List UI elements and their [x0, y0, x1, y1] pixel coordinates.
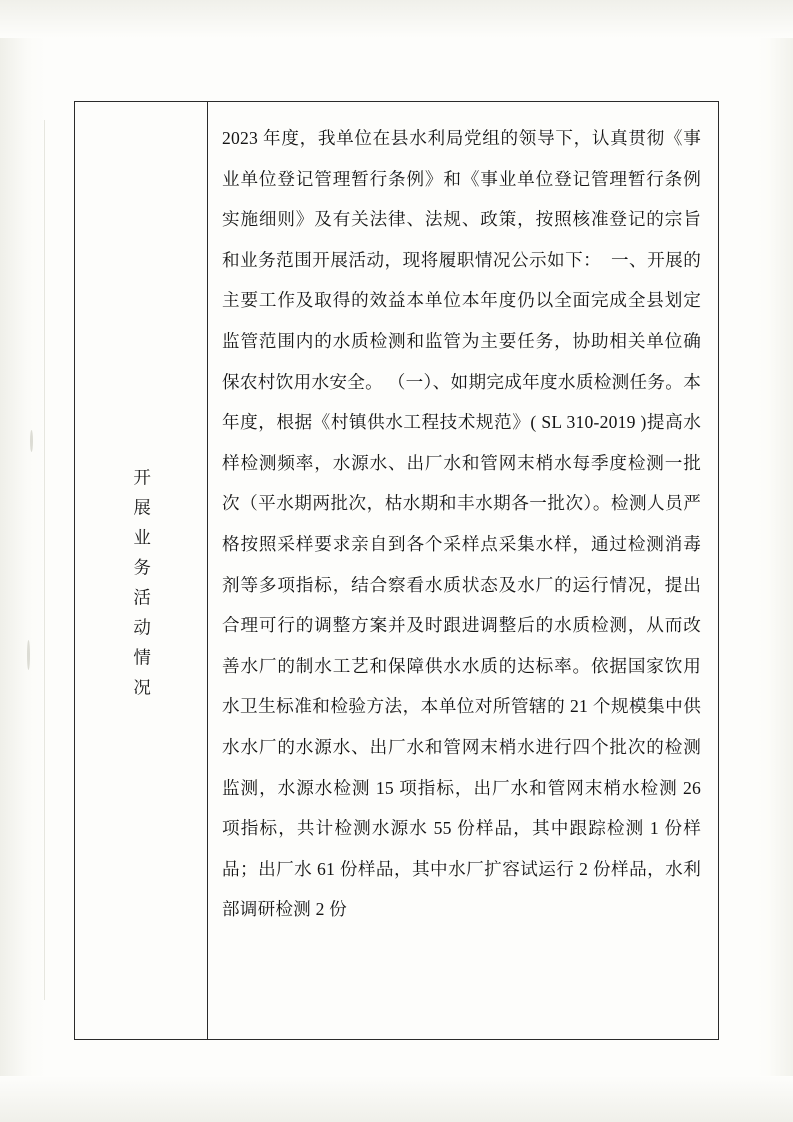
table-content-cell — [208, 102, 718, 1039]
scan-speck — [30, 430, 33, 452]
activity-body-text: 2023 年度，我单位在县水利局党组的领导下，认真贯彻《事业单位登记管理暂行条例》和《事业单位登记管理暂行条例实施细则》及有关法律、法规、政策，按照核准登记的宗旨和业务范围开展活动，现将履职情况公示如下： 一、开展的主要工作及取得的效益本单位本年度仍以全面完成全县划定监管范围内的水质检测和监管为主要任务，协助相关单位确保农村饮用水安全。 （一）、如期完成年度水质检测任务。本年度，根据《村镇供水工程技术规范》( SL 310-2019 )提高水样检测频率，水源水、出厂水和管网末梢水每季度检测一批次（平水期两批次，枯水期和丰水期各一批次）。检测人员严格按照采样要求亲自到各个采样点采集水样，通过检测消毒剂等多项指标，结合察看水质状态及水厂的运行情况，提出合理可行的调整方案并及时跟进调整后的水质检测，从而改善水厂的制水工艺和保障供水水质的达标率。依据国家饮用水卫生标准和检验方法，本单位对所管辖的 21 个规模集中供水水厂的水源水、出厂水和管网末梢水进行四个批次的检测监测，水源水检测 15 项指标，出厂水和管网末梢水检测 26 项指标，共计检测水源水 55 份样品，其中跟踪检测 1 份样品；出厂水 61 份样品，其中水厂扩容试运行 2 份样品，水利部调研检测 2 份 — [222, 128, 706, 920]
row-label-text: 开展业务活动情况 — [131, 467, 152, 708]
page-edge-shadow-top — [0, 0, 793, 38]
page-edge-shadow-bottom — [0, 1076, 793, 1122]
scan-artifact-line — [44, 120, 45, 1000]
page-edge-shadow-left — [0, 0, 46, 1122]
activity-table — [74, 101, 719, 1040]
table-row-label-cell — [75, 102, 208, 1039]
page-edge-shadow-right — [757, 0, 793, 1122]
scan-speck — [27, 640, 30, 670]
